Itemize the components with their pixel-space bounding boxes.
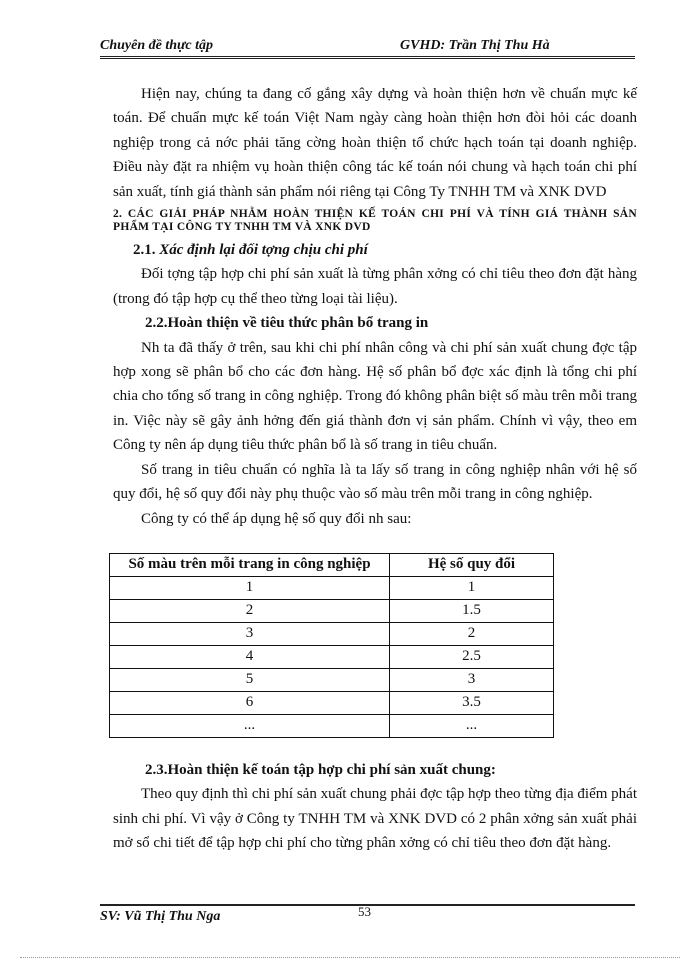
page-footer (100, 904, 635, 926)
table-cell-colors: 4 (110, 645, 390, 668)
paragraph-standard-pages: Số trang in tiêu chuẩn có nghĩa là ta lấy số trang in công nghiệp nhân với hệ số quy đổi, hệ số quy đổi này phụ thuộc vào số màu trên mỗi trang in công nghiệp. (113, 461, 637, 503)
table-cell-colors: ... (110, 714, 390, 737)
paragraph-table-intro: Công ty có thể áp dụng hệ số quy đổi nh sau: (141, 510, 412, 527)
table-cell-coefficient: 1.5 (390, 599, 554, 622)
table-cell-colors: 1 (110, 576, 390, 599)
table-row (110, 599, 554, 622)
subsection-2-1-heading (113, 238, 637, 262)
table-header-coefficient: Hệ số quy đổi (390, 553, 554, 576)
table-cell-coefficient: 2 (390, 622, 554, 645)
table-cell-coefficient: ... (390, 714, 554, 737)
table-cell-colors: 6 (110, 691, 390, 714)
paragraph-overhead: Theo quy định thì chi phí sản xuất chung phải đợc tập hợp theo từng địa điểm phát sinh chi phí. Vì vậy ở Công ty TNHH TM và XNK DVD có 2 phân xởng sản xuất phải mở sổ chi tiết để tập hợp chi phí cho từng phân xởng có chỉ tiêu theo đơn đặt hàng. (113, 786, 637, 852)
table-row (110, 645, 554, 668)
subsection-2-1-title: Xác định lại đối tợng chịu chi phí (159, 242, 368, 259)
table-header-row (110, 553, 554, 576)
table-cell-coefficient: 3.5 (390, 691, 554, 714)
table-row (110, 714, 554, 737)
table-cell-colors: 5 (110, 668, 390, 691)
header-left-text: Chuyên đề thực tập (100, 38, 214, 53)
table-row (110, 691, 554, 714)
page-number: 53 (358, 904, 371, 919)
conversion-table (109, 553, 554, 738)
section-2-heading: 2. CÁC GIẢI PHÁP NHẰM HOÀN THIỆN KẾ TOÁN CHI PHÍ VÀ TÍNH GIÁ THÀNH SẢN PHẨM TẠI CÔNG TY TNHH TM VÀ XNK DVD (113, 208, 637, 234)
page-bottom-divider (20, 957, 680, 958)
table-cell-coefficient: 1 (390, 576, 554, 599)
header-right-text: GVHD: Trần Thị Thu Hà (400, 38, 550, 53)
table-row (110, 576, 554, 599)
document-body (113, 82, 637, 856)
table-row (110, 622, 554, 645)
subsection-2-3-heading: 2.3.Hoàn thiện kế toán tập hợp chi phí sản xuất chung: (145, 761, 496, 778)
subsection-2-1-number: 2.1. (133, 242, 156, 259)
table-header-colors: Số màu trên mỗi trang in công nghiệp (110, 553, 390, 576)
paragraph-intro: Hiện nay, chúng ta đang cố gắng xây dựng và hoàn thiện hơn về chuẩn mực kế toán. Để chuẩn mực kế toán Việt Nam ngày càng hoàn thiện hơn đòi hỏi các doanh nghiệp trong cả nớc phải tăng cờng hoàn thiện tổ chức hạch toán tại doanh nghiệp. Điều này đặt ra nhiệm vụ hoàn thiện công tác kế toán nói chung và hạch toán chi phí sản xuất, tính giá thành sản phẩm nói riêng tại Công Ty TNHH TM và XNK DVD (113, 86, 637, 200)
table-cell-colors: 2 (110, 599, 390, 622)
table-cell-coefficient: 2.5 (390, 645, 554, 668)
paragraph-cost-object: Đối tợng tập hợp chi phí sản xuất là từng phân xởng có chỉ tiêu theo đơn đặt hàng (trong đó tập hợp cụ thể theo từng loại tài liệu). (113, 266, 637, 307)
footer-student-name: SV: Vũ Thị Thu Nga (100, 909, 221, 924)
table-cell-colors: 3 (110, 622, 390, 645)
table-cell-coefficient: 3 (390, 668, 554, 691)
page-header (100, 38, 635, 59)
paragraph-allocation: Nh ta đã thấy ở trên, sau khi chi phí nhân công và chi phí sản xuất chung đợc tập hợp xong sẽ phân bổ cho các đơn hàng. Hệ số phân bổ đợc xác định là tổng chi phí chia cho tổng số trang in công nghiệp. Trong đó không phân biệt số màu trên mỗi trang in. Việc này sẽ gây ảnh hởng đến giá thành đơn vị sản phẩm. Chính vì vậy, theo em Công ty nên áp dụng tiêu thức phân bổ là số trang in tiêu chuẩn. (113, 339, 637, 454)
table-row (110, 668, 554, 691)
subsection-2-2-heading: 2.2.Hoàn thiện về tiêu thức phân bổ trang in (145, 315, 429, 332)
